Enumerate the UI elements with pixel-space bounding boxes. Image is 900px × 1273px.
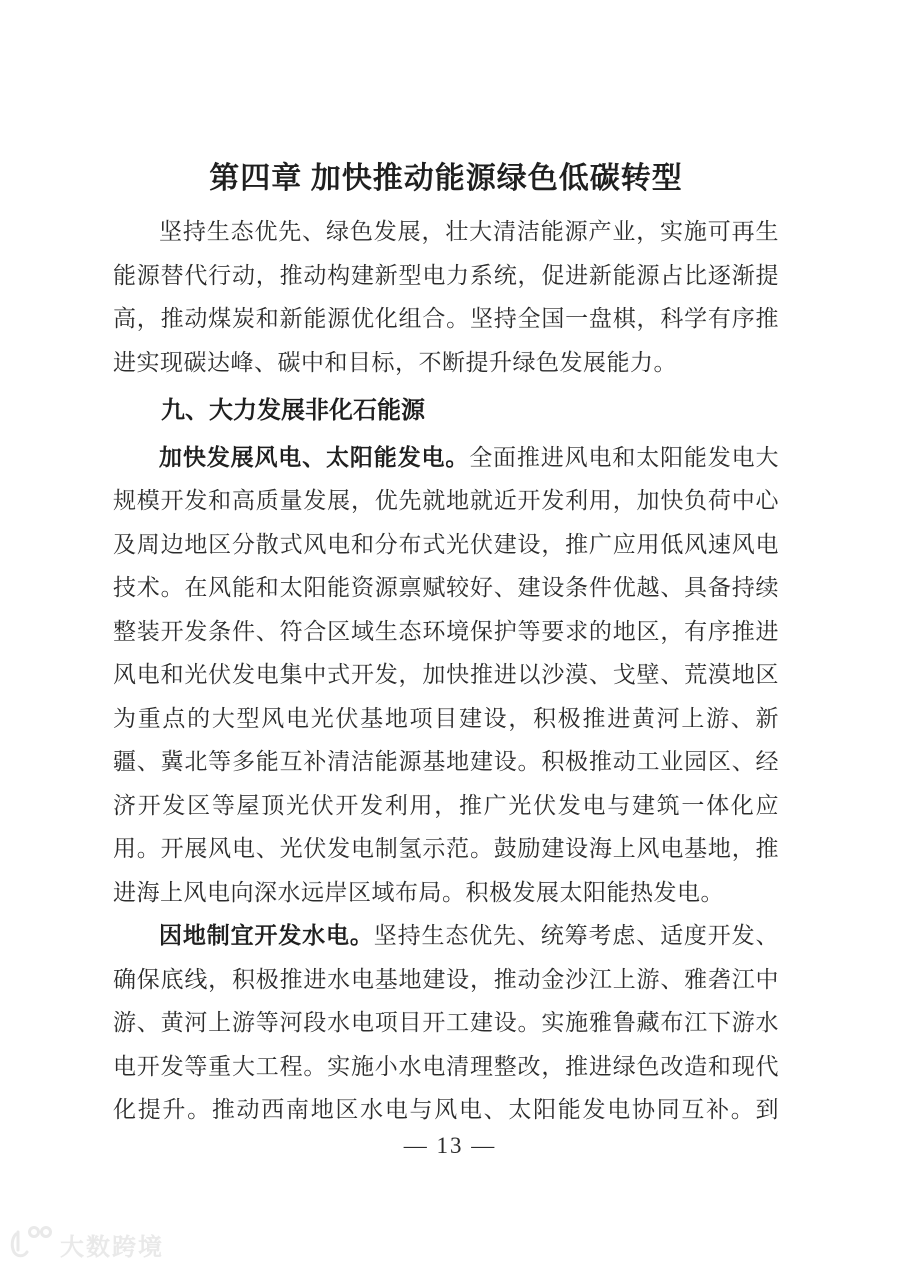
paragraph-lead: 加快发展风电、太阳能发电。 <box>159 444 470 470</box>
text-line: 济开发区等屋顶光伏开发利用，推广光伏发电与建筑一体化应 <box>113 792 779 818</box>
document-content <box>113 0 779 1132</box>
text-line: 整装开发条件、符合区域生态环境保护等要求的地区，有序推进 <box>113 618 779 644</box>
section-heading: 九、大力发展非化石能源 <box>161 397 425 424</box>
chapter-title: 第四章 加快推动能源绿色低碳转型 <box>209 162 683 195</box>
text-line: 及周边地区分散式风电和分布式光伏建设，推广应用低风速风电 <box>113 531 779 557</box>
watermark-brand-text: 大数跨境 <box>60 1234 164 1261</box>
text-line: 加快发展风电、太阳能发电。全面推进风电和太阳能发电大 <box>159 444 779 470</box>
text-line: 规模开发和高质量发展，优先就地就近开发利用，加快负荷中心 <box>113 488 779 513</box>
text-line: 疆、冀北等多能互补清洁能源基地建设。积极推动工业园区、经 <box>113 749 779 774</box>
text-line: 为重点的大型风电光伏基地项目建设，积极推进黄河上游、新 <box>113 705 779 731</box>
text-line: 能源替代行动，推动构建新型电力系统，促进新能源占比逐渐提 <box>113 262 779 288</box>
dashu-googol-logo-icon <box>8 1224 54 1265</box>
text-line: 游、黄河上游等河段水电项目开工建设。实施雅鲁藏布江下游水 <box>113 1010 779 1035</box>
paragraph-lead: 因地制宜开发水电。 <box>159 923 374 948</box>
text-line: 坚持生态优先、绿色发展，壮大清洁能源产业，实施可再生 <box>159 219 779 244</box>
text-line: 进海上风电向深水远岸区域布局。积极发展太阳能热发电。 <box>113 879 724 905</box>
text-line: 电开发等重大工程。实施小水电清理整改，推进绿色改造和现代 <box>113 1053 779 1079</box>
document-body <box>113 210 779 1132</box>
text-line: 确保底线，积极推进水电基地建设，推动金沙江上游、雅砻江中 <box>113 966 779 992</box>
page-number: — 13 — <box>403 1133 497 1158</box>
text-line: 化提升。推动西南地区水电与风电、太阳能发电协同互补。到 <box>113 1097 779 1122</box>
text-line: 用。开展风电、光伏发电制氢示范。鼓励建设海上风电基地，推 <box>113 836 779 861</box>
watermark <box>8 1224 164 1265</box>
text-line: 因地制宜开发水电。坚持生态优先、统筹考虑、适度开发、 <box>159 923 779 948</box>
text-line: 进实现碳达峰、碳中和目标，不断提升绿色发展能力。 <box>113 349 677 375</box>
text-line: 高，推动煤炭和新能源优化组合。坚持全国一盘棋，科学有序推 <box>113 306 779 331</box>
text-line: 技术。在风能和太阳能资源禀赋较好、建设条件优越、具备持续 <box>113 575 779 600</box>
text-line: 风电和光伏发电集中式开发，加快推进以沙漠、戈壁、荒漠地区 <box>113 662 779 687</box>
